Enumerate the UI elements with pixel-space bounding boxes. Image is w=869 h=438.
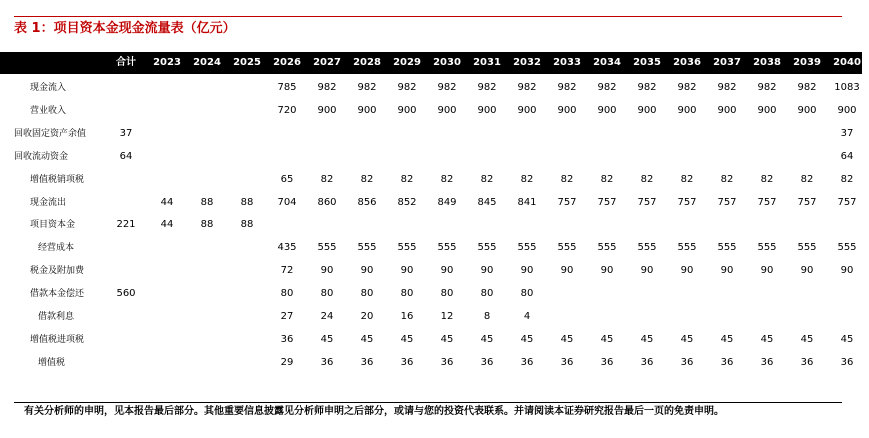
table-cell: 982: [637, 82, 657, 93]
table-cell: 80: [440, 288, 454, 300]
table-cell: 555: [317, 242, 337, 254]
table-cell: [147, 77, 187, 99]
table-cell: 757: [757, 196, 777, 208]
table-cell: [667, 146, 707, 168]
header-cell: 2036: [673, 57, 701, 68]
table-cell: [627, 123, 667, 145]
disclaimer-footer: 有关分析师的申明，见本报告最后部分。其他重要信息披露见分析师申明之后部分，或请与您的投资代表联系。并请阅读本证券研究报告最后一页的免责申明。: [24, 406, 724, 417]
table-cell: 44: [160, 196, 174, 208]
table-cell: 16: [400, 311, 414, 322]
header-cell: 2031: [473, 57, 501, 68]
table-cell: [707, 306, 747, 328]
table-cell: [547, 214, 587, 236]
table-cell: [787, 283, 827, 305]
table-cell: [747, 123, 787, 145]
table-cell: [307, 123, 347, 145]
table-cell: 90: [640, 265, 654, 277]
table-cell: [707, 146, 747, 168]
table-cell: 45: [520, 333, 534, 345]
table-cell: 757: [797, 196, 817, 208]
table-cell: 982: [317, 82, 337, 93]
table-cell: [707, 283, 747, 305]
table-cell: 90: [840, 265, 854, 277]
table-cell: 90: [680, 265, 694, 277]
table-cell: 82: [520, 173, 534, 185]
table-cell: 900: [797, 104, 817, 116]
table-cell: [227, 169, 267, 191]
table-cell: 982: [437, 82, 457, 93]
table-cell: 82: [600, 173, 614, 185]
table-cell: [507, 123, 547, 145]
table-cell: 900: [597, 104, 617, 116]
row-label: 回收固定资产余值: [14, 128, 87, 139]
table-cell: [187, 77, 227, 99]
table-cell: 88: [240, 196, 254, 208]
table-cell: 982: [597, 82, 617, 93]
table-cell: 90: [320, 265, 334, 277]
row-label: 借款本金偿还: [30, 289, 85, 300]
header-cell: 2024: [193, 57, 221, 68]
table-cell: [427, 146, 467, 168]
table-cell: 900: [837, 104, 857, 116]
table-cell: 37: [119, 127, 133, 139]
top-rule: [14, 16, 842, 17]
table-cell: [227, 306, 267, 328]
table-cell: 900: [317, 104, 337, 116]
table-cell: 555: [837, 242, 857, 254]
table-cell: 45: [440, 333, 454, 345]
header-cell: 2028: [353, 57, 381, 68]
table-cell: 852: [397, 196, 417, 208]
table-header-row: [0, 52, 862, 74]
table-cell: 36: [400, 356, 414, 368]
table-cell: 80: [400, 288, 414, 300]
table-cell: [387, 214, 427, 236]
table-cell: 45: [640, 333, 654, 345]
table-cell: 704: [277, 196, 297, 208]
table-cell: 555: [557, 242, 577, 254]
row-label: 增值税销项税: [30, 174, 85, 185]
table-cell: 1083: [834, 82, 860, 93]
table-cell: 36: [600, 356, 614, 368]
table-cell: [267, 214, 307, 236]
table-cell: [347, 123, 387, 145]
table-cell: 900: [357, 104, 377, 116]
table-cell: [627, 283, 667, 305]
table-cell: 900: [437, 104, 457, 116]
table-cell: 900: [477, 104, 497, 116]
table-cell: [267, 123, 307, 145]
table-row: [0, 192, 862, 214]
table-cell: 88: [200, 196, 214, 208]
header-cell: 2023: [153, 57, 181, 68]
table-cell: [667, 283, 707, 305]
header-cell: 2034: [593, 57, 621, 68]
row-label: 借款利息: [38, 312, 75, 322]
table-cell: [147, 352, 187, 374]
table-cell: [467, 146, 507, 168]
table-cell: 82: [320, 173, 334, 185]
table-cell: 856: [357, 196, 377, 208]
table-cell: [147, 123, 187, 145]
header-cell: 2038: [753, 57, 781, 68]
table-cell: [747, 214, 787, 236]
table-cell: 757: [597, 196, 617, 208]
table-cell: 45: [840, 333, 854, 345]
table-cell: [347, 214, 387, 236]
table-cell: 982: [677, 82, 697, 93]
table-cell: 45: [360, 333, 374, 345]
table-cell: [307, 146, 347, 168]
header-cell: 合计: [116, 57, 136, 68]
table-cell: 900: [557, 104, 577, 116]
bottom-rule: [14, 402, 842, 403]
table-cell: 82: [560, 173, 574, 185]
table-cell: [747, 306, 787, 328]
table-title: 表 1：项目资本金现金流量表（亿元）: [14, 21, 236, 36]
table-cell: 29: [280, 356, 294, 368]
header-cell: 2029: [393, 57, 421, 68]
table-cell: [187, 283, 227, 305]
table-cell: 36: [360, 356, 374, 368]
table-cell: [747, 283, 787, 305]
table-cell: 45: [560, 333, 574, 345]
table-cell: [547, 123, 587, 145]
table-cell: 36: [720, 356, 734, 368]
table-cell: 45: [600, 333, 614, 345]
table-cell: 45: [400, 333, 414, 345]
table-cell: [507, 146, 547, 168]
row-label: 回收流动资金: [14, 151, 69, 162]
table-cell: 80: [320, 288, 334, 300]
table-cell: 88: [200, 219, 214, 231]
table-cell: 982: [517, 82, 537, 93]
table-cell: 90: [600, 265, 614, 277]
row-label: 增值税: [38, 357, 66, 368]
header-cell: 2037: [713, 57, 741, 68]
table-row: [0, 260, 862, 282]
table-cell: [587, 283, 627, 305]
table-cell: 900: [757, 104, 777, 116]
table-cell: 36: [480, 356, 494, 368]
table-cell: [387, 123, 427, 145]
table-cell: 757: [677, 196, 697, 208]
table-cell: 555: [437, 242, 457, 254]
table-cell: 36: [520, 356, 534, 368]
table-cell: 720: [277, 104, 297, 116]
table-cell: [187, 352, 227, 374]
table-cell: 555: [677, 242, 697, 254]
table-cell: [787, 146, 827, 168]
table-cell: 36: [840, 356, 854, 368]
table-cell: 860: [317, 196, 337, 208]
table-cell: [547, 283, 587, 305]
table-cell: 90: [400, 265, 414, 277]
table-cell: [427, 214, 467, 236]
table-cell: 80: [360, 288, 374, 300]
table-cell: [147, 260, 187, 282]
header-cell: 2030: [433, 57, 461, 68]
table-cell: 900: [637, 104, 657, 116]
table-cell: 221: [116, 219, 136, 231]
header-cell: 2032: [513, 57, 541, 68]
table-cell: 757: [837, 196, 857, 208]
table-cell: 37: [840, 127, 854, 139]
table-row: [0, 123, 862, 145]
table-cell: 36: [560, 356, 574, 368]
table-row: [0, 237, 862, 259]
table-cell: 982: [557, 82, 577, 93]
table-cell: 36: [440, 356, 454, 368]
table-cell: 90: [480, 265, 494, 277]
row-label: 增值税进项税: [30, 334, 85, 345]
header-cell: 2035: [633, 57, 661, 68]
table-cell: 82: [440, 173, 454, 185]
table-row: [0, 100, 862, 122]
table-cell: 982: [357, 82, 377, 93]
table-cell: [467, 123, 507, 145]
table-cell: 900: [717, 104, 737, 116]
table-cell: 845: [477, 196, 497, 208]
table-cell: [147, 100, 187, 122]
table-cell: 435: [277, 242, 297, 254]
table-cell: [147, 329, 187, 351]
table-cell: [827, 214, 867, 236]
table-cell: 555: [637, 242, 657, 254]
table-cell: 90: [560, 265, 574, 277]
table-cell: [667, 214, 707, 236]
table-cell: [187, 260, 227, 282]
table-cell: 82: [840, 173, 854, 185]
table-cell: [787, 123, 827, 145]
table-cell: [827, 306, 867, 328]
row-label: 现金流入: [30, 83, 67, 93]
table-cell: 4: [523, 311, 531, 322]
table-cell: 900: [397, 104, 417, 116]
table-cell: 90: [720, 265, 734, 277]
table-cell: 555: [757, 242, 777, 254]
table-cell: 757: [557, 196, 577, 208]
table-cell: [267, 146, 307, 168]
table-cell: [587, 214, 627, 236]
table-cell: [667, 123, 707, 145]
table-cell: 555: [597, 242, 617, 254]
table-cell: [747, 146, 787, 168]
table-cell: [827, 283, 867, 305]
table-cell: [227, 100, 267, 122]
table-cell: [427, 123, 467, 145]
table-cell: [787, 214, 827, 236]
table-cell: 900: [517, 104, 537, 116]
table-cell: 45: [320, 333, 334, 345]
table-cell: [187, 329, 227, 351]
table-cell: [707, 214, 747, 236]
table-cell: 982: [797, 82, 817, 93]
table-row: [0, 77, 862, 99]
table-cell: [227, 77, 267, 99]
table-cell: [307, 214, 347, 236]
table-cell: 900: [677, 104, 697, 116]
table-cell: [227, 237, 267, 259]
table-cell: 36: [760, 356, 774, 368]
table-row: [0, 146, 862, 168]
table-cell: 82: [680, 173, 694, 185]
table-cell: [147, 146, 187, 168]
row-label: 现金流出: [30, 197, 67, 208]
table-cell: [106, 169, 146, 191]
table-cell: 36: [640, 356, 654, 368]
table-cell: [106, 100, 146, 122]
table-cell: [627, 214, 667, 236]
table-cell: 555: [477, 242, 497, 254]
table-row: [0, 306, 862, 328]
table-cell: 64: [840, 150, 854, 162]
table-cell: [147, 169, 187, 191]
header-cell: 2040: [833, 57, 861, 68]
table-row: [0, 283, 862, 305]
table-cell: 785: [277, 82, 297, 93]
table-cell: [106, 352, 146, 374]
table-cell: [227, 352, 267, 374]
table-cell: 90: [520, 265, 534, 277]
table-cell: 555: [717, 242, 737, 254]
table-cell: [187, 169, 227, 191]
table-cell: [627, 146, 667, 168]
table-cell: [106, 237, 146, 259]
table-cell: 45: [680, 333, 694, 345]
table-cell: 36: [680, 356, 694, 368]
table-cell: [707, 123, 747, 145]
table-cell: 65: [280, 173, 294, 185]
table-cell: 8: [483, 311, 491, 322]
table-cell: [467, 214, 507, 236]
table-cell: 45: [760, 333, 774, 345]
table-cell: 80: [280, 288, 294, 300]
table-cell: 24: [320, 311, 334, 322]
table-cell: 36: [800, 356, 814, 368]
table-cell: 849: [437, 196, 457, 208]
table-cell: [187, 306, 227, 328]
table-cell: [106, 306, 146, 328]
table-cell: 64: [119, 150, 133, 162]
table-cell: [147, 237, 187, 259]
table-cell: 555: [517, 242, 537, 254]
table-cell: [227, 329, 267, 351]
header-cell: 2026: [273, 57, 301, 68]
table-cell: [187, 237, 227, 259]
header-cell: 2039: [793, 57, 821, 68]
table-cell: [227, 283, 267, 305]
table-cell: 45: [480, 333, 494, 345]
row-label: 税金及附加费: [30, 266, 85, 277]
table-cell: [187, 100, 227, 122]
table-cell: 555: [357, 242, 377, 254]
table-cell: [187, 146, 227, 168]
table-cell: [106, 192, 146, 214]
row-label: 营业收入: [30, 105, 67, 116]
table-cell: 80: [480, 288, 494, 300]
table-cell: [587, 146, 627, 168]
table-row: [0, 329, 862, 351]
table-cell: 555: [397, 242, 417, 254]
table-cell: [667, 306, 707, 328]
table-cell: 82: [800, 173, 814, 185]
table-cell: [227, 146, 267, 168]
header-cell: 2027: [313, 57, 341, 68]
table-cell: [347, 146, 387, 168]
table-cell: 90: [360, 265, 374, 277]
table-cell: 82: [400, 173, 414, 185]
table-cell: [787, 306, 827, 328]
table-cell: [627, 306, 667, 328]
table-cell: [587, 306, 627, 328]
table-cell: 82: [760, 173, 774, 185]
table-cell: 982: [717, 82, 737, 93]
table-cell: 90: [800, 265, 814, 277]
table-cell: 36: [320, 356, 334, 368]
row-label: 经营成本: [38, 243, 75, 254]
table-cell: 45: [800, 333, 814, 345]
table-cell: [187, 123, 227, 145]
table-cell: 82: [720, 173, 734, 185]
table-cell: 20: [360, 311, 374, 322]
header-cell: 2025: [233, 57, 261, 68]
table-cell: [106, 260, 146, 282]
table-cell: [147, 306, 187, 328]
table-row: [0, 214, 862, 236]
table-cell: 82: [640, 173, 654, 185]
table-cell: 982: [757, 82, 777, 93]
table-cell: 36: [280, 333, 294, 345]
table-cell: [106, 77, 146, 99]
table-cell: 90: [760, 265, 774, 277]
table-cell: 82: [360, 173, 374, 185]
table-cell: [587, 123, 627, 145]
table-cell: 88: [240, 219, 254, 231]
table-cell: [387, 146, 427, 168]
table-cell: 90: [440, 265, 454, 277]
table-cell: 982: [397, 82, 417, 93]
table-cell: 82: [480, 173, 494, 185]
table-cell: [227, 260, 267, 282]
table-cell: 560: [116, 288, 136, 300]
table-cell: 982: [477, 82, 497, 93]
table-row: [0, 169, 862, 191]
table-cell: [147, 283, 187, 305]
table-row: [0, 352, 862, 374]
table-cell: 757: [717, 196, 737, 208]
table-cell: 44: [160, 219, 174, 231]
table-cell: [227, 123, 267, 145]
table-cell: 80: [520, 288, 534, 300]
table-cell: 27: [280, 311, 294, 322]
table-cell: 555: [797, 242, 817, 254]
table-cell: [507, 214, 547, 236]
table-cell: 45: [720, 333, 734, 345]
table-cell: [547, 146, 587, 168]
table-cell: 757: [637, 196, 657, 208]
table-cell: 841: [517, 196, 537, 208]
table-cell: [106, 329, 146, 351]
header-cell: 2033: [553, 57, 581, 68]
table-cell: 12: [440, 311, 454, 322]
table-cell: 72: [280, 265, 294, 277]
table-cell: [547, 306, 587, 328]
row-label: 项目资本金: [30, 220, 76, 231]
